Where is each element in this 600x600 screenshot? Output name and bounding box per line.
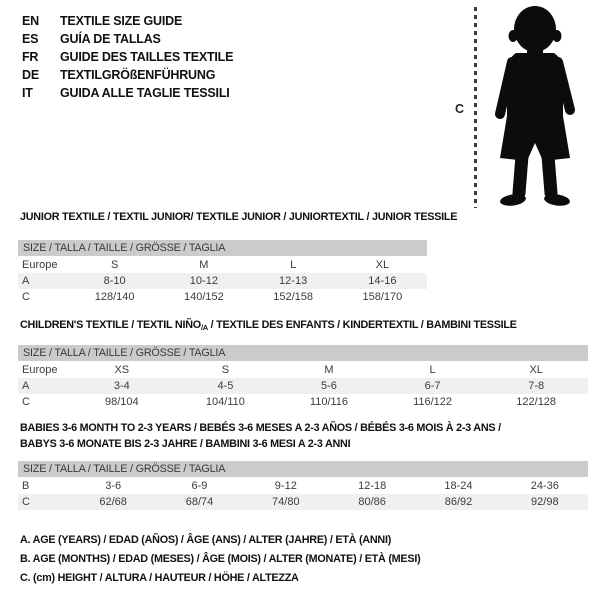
value-cell: 10-12 — [189, 275, 218, 287]
value-cell: 92/98 — [531, 496, 559, 508]
value-cell: 80/86 — [358, 496, 386, 508]
value-cell: 12-18 — [358, 480, 387, 492]
baby-silhouette-icon — [486, 4, 586, 209]
language-title: GUIDE DES TAILLES TEXTILE — [60, 50, 234, 64]
value-cell: 116/122 — [413, 396, 453, 408]
value-cell: 158/170 — [362, 291, 403, 303]
size-cell: S — [221, 364, 230, 376]
junior-table-title: JUNIOR TEXTILE / TEXTIL JUNIOR/ TEXTILE JUNIOR / JUNIORTEXTIL / JUNIOR TESSILE — [20, 211, 458, 223]
children-title-part: / TEXTILE DES ENFANTS / KINDERTEXTIL / BAMBINI TESSILE — [207, 319, 517, 331]
language-title: TEXTILE SIZE GUIDE — [60, 14, 183, 28]
value-cell: 104/110 — [205, 396, 245, 408]
size-cell: XL — [375, 259, 390, 271]
row-label: C — [22, 291, 30, 303]
value-cell: 6-9 — [191, 480, 208, 492]
value-cell: 3-6 — [105, 480, 122, 492]
children-table — [18, 345, 588, 410]
value-cell: 24-36 — [530, 480, 559, 492]
value-cell: 9-12 — [274, 480, 297, 492]
table-row-height — [18, 494, 588, 510]
value-cell: 3-4 — [113, 380, 130, 392]
legend-line-c: C. (cm) HEIGHT / ALTURA / HAUTEUR / HÖHE / ALTEZZA — [20, 572, 299, 584]
row-label: A — [22, 275, 30, 287]
junior-table — [18, 240, 427, 305]
height-measure-dotted-line — [474, 7, 477, 208]
legend-line-b: B. AGE (MONTHS) / EDAD (MESES) / ÂGE (MOIS) / ALTER (MONATE) / ETÀ (MESI) — [20, 553, 421, 565]
language-title: GUÍA DE TALLAS — [60, 32, 161, 46]
table-row-europe — [18, 257, 427, 273]
value-cell: 6-7 — [424, 380, 441, 392]
size-cell: L — [290, 259, 297, 271]
children-title-subscript: /A — [200, 323, 208, 332]
value-cell: 14-16 — [368, 275, 397, 287]
value-cell: 68/74 — [185, 496, 214, 508]
babies-title-line1: BABIES 3-6 MONTH TO 2-3 YEARS / BEBÉS 3-6 MESES A 2-3 AÑOS / BÉBÉS 3-6 MOIS À 2-3 ANS / — [20, 422, 501, 434]
row-label: Europe — [22, 364, 58, 376]
table-row-height — [18, 289, 427, 305]
language-code: EN — [22, 14, 39, 28]
children-table-title — [20, 319, 517, 332]
size-cell: L — [429, 364, 436, 376]
language-title: TEXTILGRÖßENFÜHRUNG — [60, 68, 216, 82]
size-cell: S — [110, 259, 119, 271]
children-title-part: CHILDREN'S TEXTILE / TEXTIL NIÑO — [20, 319, 201, 331]
value-cell: 128/140 — [94, 291, 135, 303]
row-label: C — [22, 396, 30, 408]
height-measure-label: C — [455, 102, 465, 116]
language-code: ES — [22, 32, 39, 46]
value-cell: 122/128 — [516, 396, 557, 408]
table-row-age — [18, 378, 588, 394]
value-cell: 4-5 — [217, 380, 234, 392]
value-cell: 12-13 — [279, 275, 308, 287]
size-header-bar: SIZE / TALLA / TAILLE / GRÖSSE / TAGLIA — [18, 461, 588, 477]
table-row-months — [18, 478, 588, 494]
size-cell: M — [199, 259, 209, 271]
language-row-de — [22, 66, 233, 84]
language-code: IT — [22, 86, 33, 100]
value-cell: 18-24 — [444, 480, 473, 492]
language-row-fr — [22, 48, 233, 66]
legend — [20, 531, 420, 588]
table-row-age — [18, 273, 427, 289]
language-row-es — [22, 30, 233, 48]
row-label: Europe — [22, 259, 58, 271]
value-cell: 5-6 — [321, 380, 337, 392]
value-cell: 8-10 — [103, 275, 126, 287]
language-code: DE — [22, 68, 39, 82]
language-title: GUIDA ALLE TAGLIE TESSILI — [60, 86, 230, 100]
legend-line-a: A. AGE (YEARS) / EDAD (AÑOS) / ÂGE (ANS) / ALTER (JAHRE) / ETÀ (ANNI) — [20, 534, 392, 546]
language-row-it — [22, 84, 233, 102]
row-label: B — [22, 480, 30, 492]
value-cell: 98/104 — [104, 396, 139, 408]
value-cell: 152/158 — [273, 291, 313, 303]
value-cell: 62/68 — [99, 496, 127, 508]
table-row-height — [18, 394, 588, 410]
value-cell: 7-8 — [528, 380, 545, 392]
size-cell: XS — [114, 364, 130, 376]
size-header-bar: SIZE / TALLA / TAILLE / GRÖSSE / TAGLIA — [18, 345, 588, 361]
row-label: A — [22, 380, 30, 392]
value-cell: 86/92 — [444, 496, 473, 508]
value-cell: 74/80 — [272, 496, 300, 508]
row-label: C — [22, 496, 30, 508]
language-row-en — [22, 12, 233, 30]
table-row-europe — [18, 362, 588, 378]
language-list — [22, 12, 233, 102]
babies-table-title — [20, 421, 501, 452]
size-cell: M — [324, 364, 334, 376]
size-cell: XL — [529, 364, 543, 376]
language-code: FR — [22, 50, 39, 64]
value-cell: 140/152 — [183, 291, 224, 303]
value-cell: 110/116 — [309, 396, 349, 408]
babies-title-line2: BABYS 3-6 MONATE BIS 2-3 JAHRE / BAMBINI 3-6 MESI A 2-3 ANNI — [20, 437, 351, 450]
babies-table — [18, 461, 588, 510]
size-header-bar: SIZE / TALLA / TAILLE / GRÖSSE / TAGLIA — [18, 240, 427, 256]
